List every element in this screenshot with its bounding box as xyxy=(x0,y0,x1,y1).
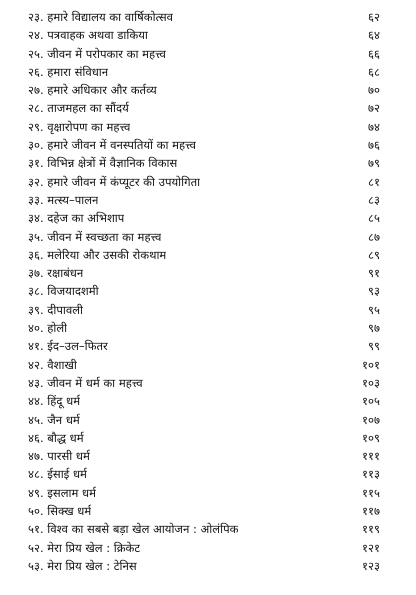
toc-entry-title: ४८. ईसाई धर्म xyxy=(28,467,87,482)
toc-entry-page-number: ११९ xyxy=(362,522,380,537)
toc-entry-title: ३१. विभिन्न क्षेत्रों में वैज्ञानिक विकास xyxy=(28,156,178,171)
toc-entry-page-number: ६४ xyxy=(368,28,380,43)
toc-entry xyxy=(28,411,380,429)
toc-entry-page-number: ९९ xyxy=(368,339,380,354)
toc-entry-page-number: ९१ xyxy=(368,266,380,281)
toc-entry-page-number: ९५ xyxy=(368,302,380,317)
toc-entry-page-number: १२३ xyxy=(362,558,380,573)
toc-entry-page-number: ११७ xyxy=(362,504,380,519)
toc-entry xyxy=(28,136,380,154)
toc-entry-title: ४७. पारसी धर्म xyxy=(28,449,90,464)
table-of-contents xyxy=(28,8,380,575)
toc-entry-title: २४. पत्रवाहक अथवा डाकिया xyxy=(28,28,148,43)
toc-entry xyxy=(28,173,380,191)
toc-entry xyxy=(28,484,380,502)
toc-entry-page-number: ८९ xyxy=(368,247,380,262)
toc-entry xyxy=(28,228,380,246)
toc-entry-page-number: ७९ xyxy=(368,156,380,171)
toc-entry-title: ३८. विजयादशमी xyxy=(28,284,99,299)
toc-entry-title: ३०. हमारे जीवन में वनस्पतियों का महत्त्व xyxy=(28,138,196,153)
toc-entry-page-number: १०५ xyxy=(362,394,380,409)
toc-entry-page-number: ७४ xyxy=(368,119,380,134)
toc-entry-title: २९. वृक्षारोपण का महत्त्व xyxy=(28,119,131,134)
toc-entry xyxy=(28,45,380,63)
toc-entry-page-number: १०१ xyxy=(362,357,380,372)
toc-entry xyxy=(28,26,380,44)
toc-entry-page-number: १०९ xyxy=(362,430,380,445)
toc-entry-page-number: ७६ xyxy=(368,138,380,153)
toc-entry xyxy=(28,118,380,136)
toc-entry-page-number: ७२ xyxy=(368,101,380,116)
toc-entry-title: ५२. मेरा प्रिय खेल : क्रिकेट xyxy=(28,540,141,555)
toc-entry-title: ५१. विश्व का सबसे बड़ा खेल आयोजन : ओलंपिक xyxy=(28,522,239,537)
toc-entry-title: ४२. वैशाखी xyxy=(28,357,77,372)
toc-entry-page-number: १०७ xyxy=(362,412,380,427)
toc-entry-page-number: ११३ xyxy=(362,467,380,482)
toc-entry-title: २५. जीवन में परोपकार का महत्त्व xyxy=(28,46,166,61)
toc-entry-page-number: ८७ xyxy=(368,229,380,244)
toc-entry-page-number: १२१ xyxy=(362,540,380,555)
toc-entry xyxy=(28,264,380,282)
toc-entry xyxy=(28,356,380,374)
toc-entry xyxy=(28,520,380,538)
toc-entry-title: ४१. ईद–उल–फितर xyxy=(28,339,108,354)
toc-entry xyxy=(28,429,380,447)
toc-entry-page-number: ११५ xyxy=(362,485,380,500)
toc-entry-title: २६. हमारा संविधान xyxy=(28,64,109,79)
toc-entry xyxy=(28,209,380,227)
toc-entry xyxy=(28,301,380,319)
toc-entry xyxy=(28,154,380,172)
toc-entry xyxy=(28,8,380,26)
toc-entry xyxy=(28,99,380,117)
toc-entry xyxy=(28,374,380,392)
toc-entry-title: ४४. हिंदू धर्म xyxy=(28,394,81,409)
toc-entry-page-number: ६२ xyxy=(368,10,380,24)
toc-entry-title: ३५. जीवन में स्वच्छता का महत्त्व xyxy=(28,229,162,244)
toc-entry-title: ३६. मलेरिया और उसकी रोकथाम xyxy=(28,247,167,262)
toc-entry-title: ५०. सिक्ख धर्म xyxy=(28,504,92,519)
toc-entry-page-number: ८१ xyxy=(368,174,380,189)
toc-entry xyxy=(28,465,380,483)
toc-entry-page-number: ६८ xyxy=(368,64,380,79)
toc-entry-title: ४३. जीवन में धर्म का महत्त्व xyxy=(28,375,143,390)
toc-entry xyxy=(28,392,380,410)
toc-entry xyxy=(28,191,380,209)
toc-entry-page-number: ६६ xyxy=(368,46,380,61)
toc-entry-title: ५३. मेरा प्रिय खेल : टेनिस xyxy=(28,558,137,573)
toc-entry-page-number: ९७ xyxy=(368,321,380,336)
toc-entry-page-number: ७० xyxy=(368,83,380,98)
toc-entry-title: ३४. दहेज का अभिशाप xyxy=(28,211,125,226)
toc-entry-title: २३. हमारे विद्यालय का वार्षिकोत्सव xyxy=(28,10,174,24)
toc-entry-title: ४६. बौद्ध धर्म xyxy=(28,430,84,445)
toc-entry xyxy=(28,337,380,355)
toc-entry-page-number: ८५ xyxy=(368,211,380,226)
toc-entry-page-number: १११ xyxy=(362,449,380,464)
toc-entry-page-number: ९३ xyxy=(368,284,380,299)
toc-entry-page-number: १०३ xyxy=(362,375,380,390)
toc-entry xyxy=(28,282,380,300)
toc-entry xyxy=(28,557,380,575)
toc-entry-page-number: ८३ xyxy=(368,192,380,207)
toc-entry-title: ४५. जैन धर्म xyxy=(28,412,80,427)
toc-entry-title: २७. हमारे अधिकार और कर्तव्य xyxy=(28,83,157,98)
toc-entry-title: ४९. इसलाम धर्म xyxy=(28,485,96,500)
toc-entry xyxy=(28,539,380,557)
toc-entry-title: ३२. हमारे जीवन में कंप्यूटर की उपयोगिता xyxy=(28,174,201,189)
toc-entry xyxy=(28,502,380,520)
toc-entry xyxy=(28,63,380,81)
toc-entry-title: ४०. होली xyxy=(28,321,68,336)
toc-entry-title: ३९. दीपावली xyxy=(28,302,84,317)
toc-entry-title: २८. ताजमहल का सौंदर्य xyxy=(28,101,129,116)
toc-entry xyxy=(28,246,380,264)
toc-entry xyxy=(28,81,380,99)
toc-entry xyxy=(28,447,380,465)
toc-entry xyxy=(28,319,380,337)
toc-entry-title: ३३. मत्स्य–पालन xyxy=(28,192,99,207)
toc-entry-title: ३७. रक्षाबंधन xyxy=(28,266,84,281)
